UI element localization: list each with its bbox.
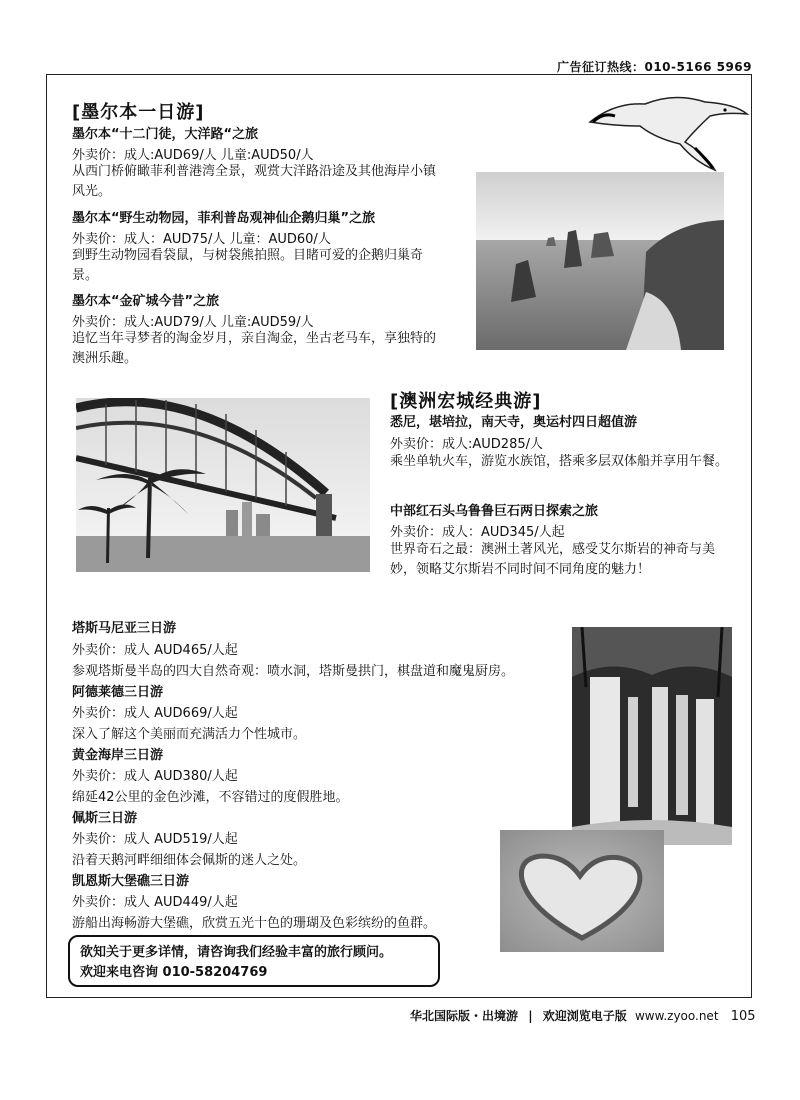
- tour-desc: 追忆当年寻梦者的淘金岁月，亲自淘金，坐古老马车，享独特的澳洲乐趣。: [72, 331, 437, 366]
- tour-name: 黄金海岸三日游: [72, 748, 164, 763]
- tour-desc: 深入了解这个美丽而充满活力个性城市。: [72, 727, 307, 742]
- page-footer: [410, 1007, 756, 1024]
- tour-desc: 从西门桥俯瞰菲利普港湾全景，观赏大洋路沿途及其他海岸小镇风光。: [72, 164, 437, 199]
- tour-price: 外卖价：成人:AUD79/人 儿童:AUD59/人: [72, 315, 314, 330]
- tour-price: 外卖价：成人 AUD519/人起: [72, 832, 238, 847]
- tour-name: 墨尔本“野生动物园，菲利普岛观神仙企鹅归巢”之旅: [72, 211, 376, 226]
- footer-url[interactable]: www.zyoo.net: [634, 1009, 719, 1023]
- tour-desc: 绵延42公里的金色沙滩，不容错过的度假胜地。: [72, 790, 349, 805]
- tour-name: 佩斯三日游: [72, 811, 138, 826]
- tour-name: 墨尔本“金矿城今昔”之旅: [72, 294, 220, 309]
- ad-hotline: 广告征订热线：010-5166 5969: [556, 60, 752, 74]
- tour-desc: 乘坐单轨火车，游览水族馆，搭乘多层双体船并享用午餐。: [390, 454, 729, 469]
- tour-name: 阿德莱德三日游: [72, 685, 164, 700]
- tour-name: 悉尼，堪培拉，南天寺，奥运村四日超值游: [390, 415, 638, 430]
- footer-slogan: 欢迎浏览电子版: [542, 1009, 627, 1023]
- tour-name: 中部红石头乌鲁鲁巨石两日探索之旅: [390, 504, 599, 519]
- footer-separator: |: [528, 1009, 533, 1023]
- tour-price: 外卖价：成人:AUD285/人: [390, 437, 543, 452]
- tour-price: 外卖价：成人 AUD380/人起: [72, 769, 238, 784]
- tour-price: 外卖价：成人:AUD69/人 儿童:AUD50/人: [72, 148, 314, 163]
- waterfall-photo: [572, 627, 732, 845]
- tour-price: 外卖价：成人 AUD465/人起: [72, 643, 238, 658]
- tour-name: 塔斯马尼亚三日游: [72, 621, 177, 636]
- tour-name: 凯恩斯大堡礁三日游: [72, 874, 190, 889]
- tour-desc: 游船出海畅游大堡礁，欣赏五光十色的珊瑚及色彩缤纷的鱼群。: [72, 916, 437, 931]
- contact-line-1: 欲知关于更多详情，请咨询我们经验丰富的旅行顾问。: [80, 945, 393, 960]
- twelve-apostles-photo: [476, 172, 724, 350]
- tour-desc: 世界奇石之最：澳洲土著风光，感受艾尔斯岩的神奇与美妙，领略艾尔斯岩不同时间不同角度的魅力！: [390, 542, 716, 577]
- tour-price: 外卖价：成人 AUD669/人起: [72, 706, 238, 721]
- tour-desc: 参观塔斯曼半岛的四大自然奇观：喷水洞，塔斯曼拱门，棋盘道和魔鬼厨房。: [72, 664, 515, 679]
- harbour-bridge-photo: [76, 398, 370, 572]
- tour-price: 外卖价：成人 AUD449/人起: [72, 895, 238, 910]
- contact-line-2: 欢迎来电咨询 010-58204769: [80, 965, 268, 980]
- classic-section-title: [澳洲宏城经典游]: [390, 391, 542, 412]
- tour-desc: 沿着天鹅河畔细细体会佩斯的迷人之处。: [72, 853, 307, 868]
- contact-box: [68, 935, 440, 987]
- footer-brand: 华北国际版・出境游: [410, 1009, 519, 1023]
- page-number: 105: [730, 1009, 756, 1024]
- tour-price: 外卖价：成人：AUD75/人 儿童：AUD60/人: [72, 232, 331, 247]
- tour-price: 外卖价：成人：AUD345/人起: [390, 525, 565, 540]
- tour-name: 墨尔本“十二门徒，大洋路“之旅: [72, 127, 259, 142]
- heart-reef-photo: [500, 830, 664, 952]
- melbourne-section-title: [墨尔本一日游]: [72, 102, 205, 123]
- tour-desc: 到野生动物园看袋鼠，与树袋熊拍照。目睹可爱的企鹅归巢奇景。: [72, 248, 424, 283]
- seagull-image: [585, 82, 750, 172]
